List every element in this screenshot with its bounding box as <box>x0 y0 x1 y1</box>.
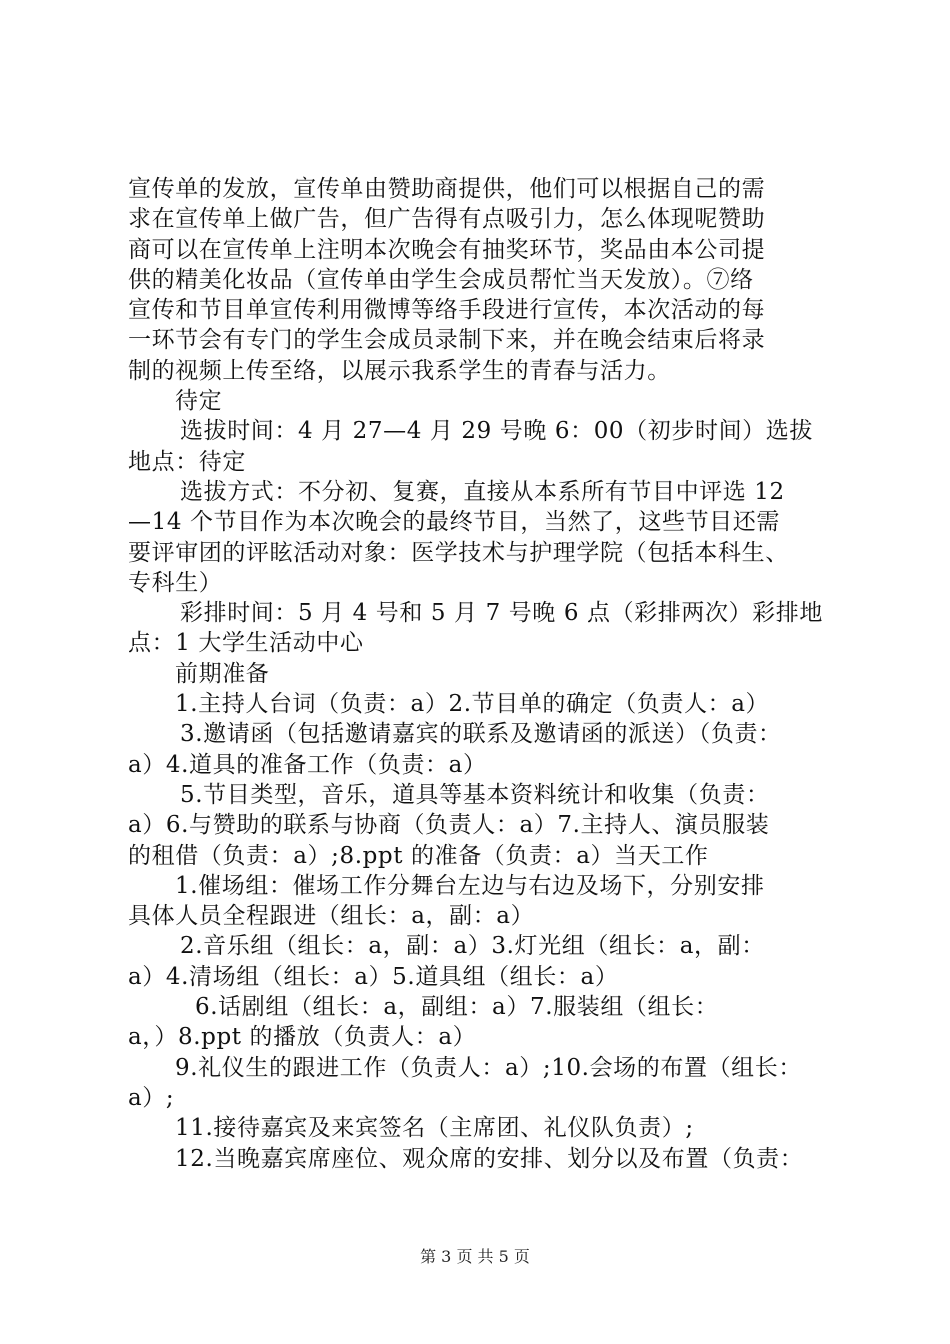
text-line: 选拔方式：不分初、复赛，直接从本系所有节目中评选 12 <box>180 478 785 505</box>
text-line: 6.话剧组（组长：a，副组：a）7.服装组（组长： <box>195 994 719 1021</box>
text-line: 专科生） <box>128 569 223 596</box>
text-line: 1.主持人台词（负责：a）2.节目单的确定（负责人：a） <box>175 691 770 718</box>
text-line: 一环节会有专门的学生会成员录制下来，并在晚会结束后将录 <box>128 327 766 354</box>
text-line: 9.礼仪生的跟进工作（负责人：a）;10.会场的布置（组长： <box>175 1054 802 1081</box>
text-line: 宣传单的发放，宣传单由赞助商提供，他们可以根据自己的需 <box>128 176 766 202</box>
text-line: 要评审团的评眩活动对象：医学技术与护理学院（包括本科生、 <box>128 539 789 566</box>
text-line: 彩排时间：5 月 4 号和 5 月 7 号晚 6 点（彩排两次）彩排地 <box>180 600 823 627</box>
text-line: 3.邀请函（包括邀请嘉宾的联系及邀请函的派送）（负责： <box>180 721 782 748</box>
text-line: a，）8.ppt 的播放（负责人：a） <box>128 1024 477 1051</box>
text-line: 点：1 大学生活动中心 <box>128 630 364 657</box>
text-line: a）; <box>128 1084 175 1111</box>
text-line: —14 个节目作为本次晚会的最终节目，当然了，这些节目还需 <box>128 509 780 536</box>
page-number-footer: 第 3 页 共 5 页 <box>420 1247 530 1266</box>
text-line: 12.当晚嘉宾席座位、观众席的安排、划分以及布置（负责： <box>175 1145 804 1172</box>
text-line: a）4.清场组（组长：a）5.道具组（组长：a） <box>128 963 619 990</box>
text-line: 宣传和节目单宣传利用微博等络手段进行宣传，本次活动的每 <box>128 297 766 324</box>
text-line: 地点：待定 <box>128 448 246 475</box>
text-line: 具体人员全程跟进（组长：a，副：a） <box>128 903 535 930</box>
text-line: 前期准备 <box>175 660 270 687</box>
text-line: 求在宣传单上做广告，但广告得有点吸引力，怎么体现呢赞助 <box>128 206 766 233</box>
text-line: a）4.道具的准备工作（负责：a） <box>128 751 487 778</box>
text-line: 2.音乐组（组长：a，副：a）3.灯光组（组长：a，副： <box>180 933 765 960</box>
text-line: a）6.与赞助的联系与协商（负责人：a）7.主持人、演员服装 <box>128 812 770 839</box>
text-line: 待定 <box>175 388 223 415</box>
text-line: 的租借（负责：a）;8.ppt 的准备（负责：a）当天工作 <box>128 842 709 869</box>
text-line: 11.接待嘉宾及来宾签名（主席团、礼仪队负责）; <box>175 1115 694 1142</box>
document-body <box>128 174 840 1174</box>
text-line: 选拔时间：4 月 27—4 月 29 号晚 6：00（初步时间）选拔 <box>180 418 813 445</box>
text-line: 供的精美化妆品（宣传单由学生会成员帮忙当天发放）。⑦络 <box>128 266 754 293</box>
text-line: 商可以在宣传单上注明本次晚会有抽奖环节，奖品由本公司提 <box>128 236 766 263</box>
text-line: 制的视频上传至络，以展示我系学生的青春与活力。 <box>128 357 671 384</box>
text-line: 1.催场组：催场工作分舞台左边与右边及场下，分别安排 <box>175 872 765 899</box>
text-line: 5.节目类型，音乐，道具等基本资料统计和收集（负责： <box>180 781 770 808</box>
